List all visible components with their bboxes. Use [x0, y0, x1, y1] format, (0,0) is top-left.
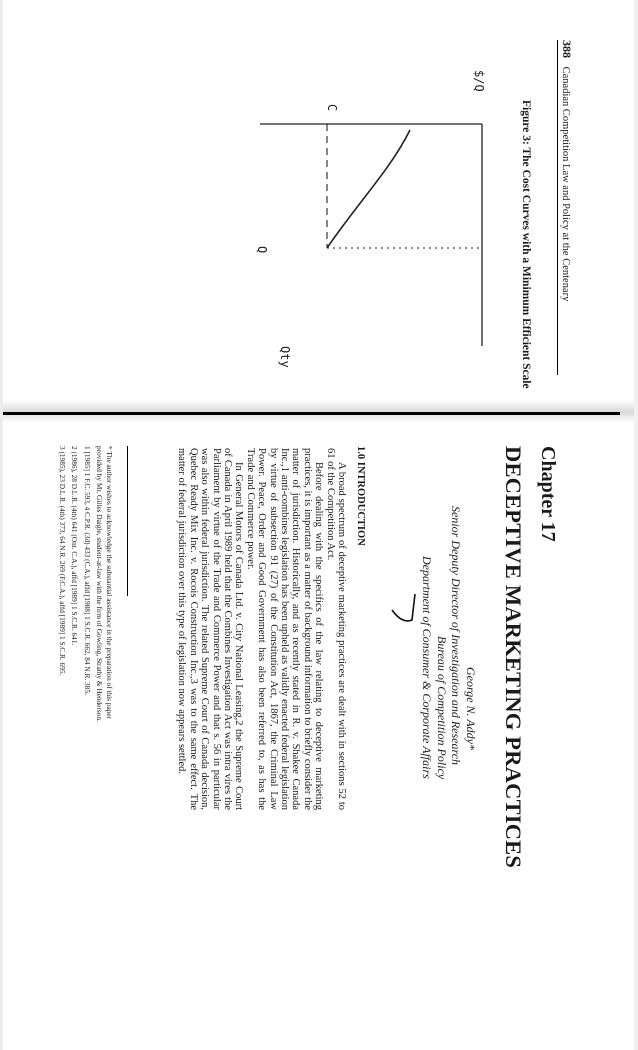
chapter-number: Chapter 17 — [537, 446, 559, 542]
footnote-author-line-2: provided by Mr. Gilles Daigle, student-at-law with the firm of Gowling, Strathy & Henderson. — [95, 446, 105, 722]
paragraph-3: In General Motors of Canada Ltd. v. City National Leasing,2 the Supreme Court of Canada in April 1989 held that the Combines Investigation Act was intra vires the Parliament by virtue of the Trade and Commerce Power and that s. 56 in particular was also within federal jurisdiction. The related Supreme Court of Canada decision, Quebec Ready Mix Inc. v. Rocois Construction Inc.,3 was to the same effect. The matter of federal jurisdiction over this type of legislation now appears settled. — [176, 448, 245, 810]
running-head-rule — [557, 40, 558, 375]
cost-curve — [327, 130, 410, 248]
pen-mark — [388, 590, 418, 630]
y-axis-label: $/Q — [472, 70, 486, 92]
gutter-line — [0, 412, 620, 415]
page-number: 388 — [560, 40, 574, 58]
footnote-2: 2 (1986), 28 D.L.R. (4th) 641 (Ont. C.A.), affd [1989] 1 S.C.R. 641. — [70, 446, 80, 646]
footnote-3: 3 (1985), 23 D.L.R. (4th) 373, 64 N.R. 269 (F.C.A.), affd [1989] 1 S.C.R. 695. — [58, 446, 67, 676]
body-text — [176, 448, 347, 810]
footnote-1: 1 [1985] 1 F.C. 593, 4 C.P.R. (3d) 433 (C.A.), affd [1988] 1 S.C.R. 662, 84 N.R. 385. — [83, 446, 92, 695]
author-name: George N. Addy* — [464, 667, 478, 750]
pen-stroke — [392, 594, 415, 621]
author-title-1: Senior Deputy Director of Investigation and Research — [449, 506, 463, 766]
scan-edge-left — [0, 0, 3, 1050]
figure-caption: Figure 3: The Cost Curves with a Minimum Efficient Scale — [520, 100, 532, 389]
scan-gutter — [0, 400, 638, 422]
running-head — [559, 40, 574, 301]
paragraph-1: A broad spectrum of deceptive marketing practices are dealt with in sections 52 to 61 of the Competition Act. — [324, 448, 347, 810]
paragraph-2: Before dealing with the specifics of the law relating to deceptive marketing practices, it is important as a matter of background information to briefly consider the matter of jurisdiction. Historically, and as recently stated in R. v. Shakee Canada Inc.,1 anti-combines legislation has been upheld as validly enacted federal legislation by virtue of subsection 91 (27) of the Constitution Act, 1867, the Criminal Law Power. Peace, Order and Good Government has also been referred to, as has the Trade and Commerce power. — [244, 448, 325, 810]
footnote-rule — [127, 446, 128, 596]
scan-edge-right — [634, 0, 638, 1050]
x-axis-label: Qty — [278, 346, 292, 368]
author-title-3: Department of Consumer & Corporate Affairs — [420, 556, 434, 779]
running-head-text: Canadian Competition Law and Policy at the Centenary — [560, 66, 571, 302]
footnote-author-line-1: * The author wishes to acknowledge the substantial assistance in the preparation of this paper — [105, 446, 114, 720]
quantity-marker-label: Q — [255, 246, 269, 254]
author-title-2: Bureau of Competition Policy — [435, 636, 449, 780]
cost-marker-label: C — [325, 104, 339, 112]
chapter-title: DECEPTIVE MARKETING PRACTICES — [501, 446, 526, 869]
section-heading: 1.0 INTRODUCTION — [355, 446, 366, 546]
footnote-block — [58, 446, 115, 722]
